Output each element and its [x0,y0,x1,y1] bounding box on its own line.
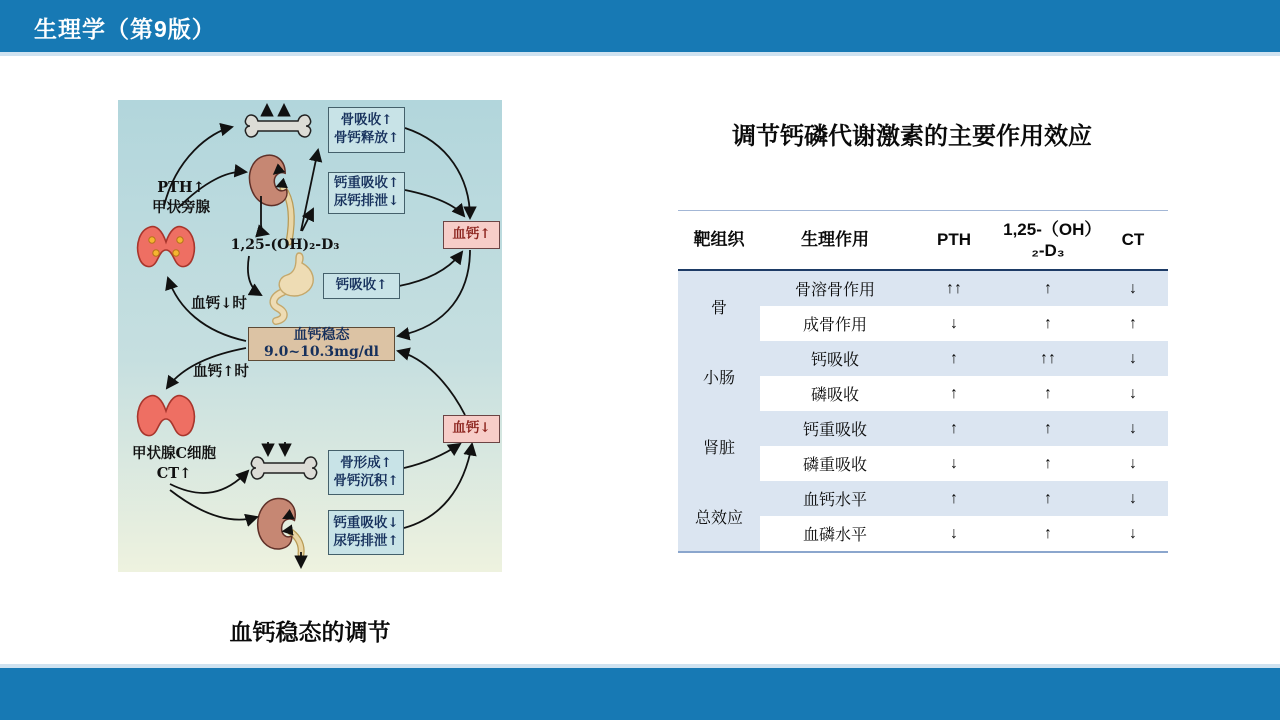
action-cell: 钙吸收 [760,341,910,376]
col-target-tissue: 靶组织 [678,211,760,271]
table-title: 调节钙磷代谢激素的主要作用效应 [732,123,1092,150]
pth-effect: ↓ [910,306,998,341]
ct-effect: ↓ [1098,341,1168,376]
vd-effect: ↑ [998,481,1098,516]
pth-label: PTH↑ 甲状旁腺 [152,179,210,216]
kidney-bottom-illustration [255,496,297,550]
vitamin-d-label: 1,25-(OH)₂-D₃ [230,237,340,253]
table-row [678,411,1168,446]
action-cell: 骨溶骨作用 [760,270,910,306]
top-accent-strip [0,52,1280,56]
blood-calcium-up-box: 血钙↑ [443,221,500,249]
ct-effect: ↑ [1098,306,1168,341]
pth-effect: ↑ [910,481,998,516]
action-cell: 成骨作用 [760,306,910,341]
action-cell: 血磷水平 [760,516,910,552]
tissue-cell: 骨 [678,270,760,341]
table-header [678,211,1168,271]
calcium-high-label: 血钙↑时 [193,363,249,380]
ct-effect: ↓ [1098,481,1168,516]
vd-effect: ↑ [998,516,1098,552]
ct-effect: ↓ [1098,376,1168,411]
col-ct: CT [1098,211,1168,271]
ct-effect: ↓ [1098,516,1168,552]
book-title: 生理学（第9版） [34,16,216,42]
bottom-bar [0,668,1280,720]
col-physiological-action: 生理作用 [760,211,910,271]
action-cell: 磷吸收 [760,376,910,411]
gut-absorption-box: 钙吸收↑ [323,273,400,299]
hormone-effects-table [678,210,1168,553]
col-pth: PTH [910,211,998,271]
vd-effect: ↑ [998,306,1098,341]
pth-effect: ↑ [910,411,998,446]
bone-top-illustration [245,115,310,137]
pth-effect: ↑ [910,341,998,376]
bone-formation-box: 骨形成↑ 骨钙沉积↑ [328,450,404,495]
ct-effect: ↓ [1098,411,1168,446]
parathyroid-illustration [138,227,195,267]
bone-resorption-box: 骨吸收↑ 骨钙释放↑ [328,107,405,153]
col-vitamin-d: 1,25-（OH）₂-D₃ [998,211,1098,271]
bone-bottom-illustration [251,457,316,479]
vd-effect: ↑ [998,376,1098,411]
pth-effect: ↓ [910,516,998,552]
vd-effect: ↑ [998,270,1098,306]
tissue-cell: 总效应 [678,481,760,552]
renal-reabsorption-up-box: 钙重吸收↑ 尿钙排泄↓ [328,172,405,214]
blood-calcium-down-box: 血钙↓ [443,415,500,443]
stomach-intestine-illustration [273,253,313,321]
pth-effect: ↓ [910,446,998,481]
vd-effect: ↑ [998,446,1098,481]
action-cell: 磷重吸收 [760,446,910,481]
table-row [678,341,1168,376]
tissue-cell: 肾脏 [678,411,760,481]
tissue-cell: 小肠 [678,341,760,411]
top-bar [0,0,1280,52]
vd-effect: ↑ [998,411,1098,446]
kidney-top-illustration [246,153,289,208]
vd-effect: ↑↑ [998,341,1098,376]
renal-reabsorption-down-box: 钙重吸收↓ 尿钙排泄↑ [328,510,404,555]
action-cell: 钙重吸收 [760,411,910,446]
pth-effect: ↑ [910,376,998,411]
ct-effect: ↓ [1098,270,1168,306]
pth-effect: ↑↑ [910,270,998,306]
ct-effect: ↓ [1098,446,1168,481]
table-row [678,270,1168,306]
ct-label: 甲状腺C细胞 CT↑ [131,445,217,482]
action-cell: 血钙水平 [760,481,910,516]
calcium-low-label: 血钙↓时 [191,295,247,312]
calcium-homeostasis-diagram [118,100,502,572]
homeostasis-box: 血钙稳态 9.0~10.3mg/dl [248,327,395,361]
kidney-bottom-ureter [291,532,301,554]
table-row [678,481,1168,516]
thyroid-c-cell-illustration [138,396,195,436]
diagram-caption: 血钙稳态的调节 [229,619,391,645]
